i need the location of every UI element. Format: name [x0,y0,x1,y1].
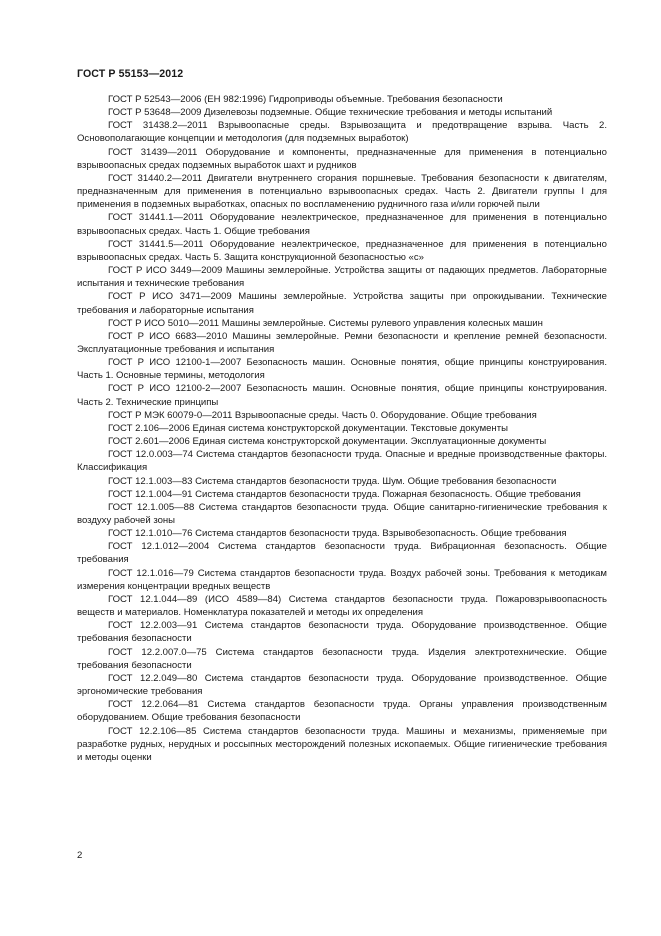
reference-entry: ГОСТ 12.1.044—89 (ИСО 4589—84) Система стандартов безопасности труда. Пожаровзрывоопасность веществ и материалов. Номенклатура показателей и методы их определения [77,593,607,619]
reference-entry: ГОСТ 12.2.064—81 Система стандартов безопасности труда. Органы управления производственным оборудованием. Общие требования безопасности [77,699,607,724]
standard-number-header: ГОСТ Р 55153—2012 [77,68,184,80]
page-number: 2 [77,850,83,861]
reference-entry: ГОСТ 12.0.003—74 Система стандартов безопасности труда. Опасные и вредные производственные факторы. Классификация [77,449,607,474]
reference-entry: ГОСТ 12.1.005—88 Система стандартов безопасности труда. Общие санитарно-гигиенические требования к воздуху рабочей зоны [77,501,607,526]
reference-entry: ГОСТ Р ИСО 3449—2009 Машины землеройные. Устройства защиты от падающих предметов. Лабораторные испытания и технические требования [77,265,607,290]
reference-entry: ГОСТ 12.2.007.0—75 Система стандартов безопасности труда. Изделия электротехнические. Общие требования безопасности [77,646,607,671]
reference-entry: ГОСТ 31441.5—2011 Оборудование неэлектрическое, предназначенное для применения в потенциально взрывоопасных средах. Часть 5. Защита конструкционной безопасностью «с» [77,238,607,263]
reference-entry: ГОСТ 2.601—2006 Единая система конструкторской документации. Эксплуатационные документы [108,436,547,448]
reference-entry: ГОСТ Р ИСО 6683—2010 Машины землеройные. Ремни безопасности и крепление ремней безопасности. Эксплуатационные требования и испытания [77,330,607,355]
reference-entry: ГОСТ 12.1.012—2004 Система стандартов безопасности труда. Вибрационная безопасность. Общие требования [77,541,607,566]
reference-entry: ГОСТ 31439—2011 Оборудование и компоненты, предназначенные для применения в потенциально взрывоопасных средах подземных выработок шахт и рудников [77,146,607,171]
reference-entry: ГОСТ Р МЭК 60079-0—2011 Взрывоопасные среды. Часть 0. Оборудование. Общие требования [108,409,537,421]
reference-entry: ГОСТ Р ИСО 5010—2011 Машины землеройные. Системы рулевого управления колесных машин [108,317,543,329]
reference-entry: ГОСТ 12.1.016—79 Система стандартов безопасности труда. Воздух рабочей зоны. Требования к методикам измерения концентрации вредных веществ [77,567,607,592]
reference-entry: ГОСТ Р ИСО 12100-2—2007 Безопасность машин. Основные понятия, общие принципы конструирования. Часть 2. Технические принципы [77,383,607,408]
reference-entry: ГОСТ 12.1.003—83 Система стандартов безопасности труда. Шум. Общие требования безопасности [108,475,557,487]
reference-entry: ГОСТ Р 52543—2006 (ЕН 982:1996) Гидроприводы объемные. Требования безопасности [108,94,503,105]
reference-entry: ГОСТ 12.1.010—76 Система стандартов безопасности труда. Взрывобезопасность. Общие требования [108,528,567,540]
reference-entry: ГОСТ Р 53648—2009 Дизелевозы подземные. Общие технические требования и методы испытаний [108,107,553,119]
reference-entry: ГОСТ 12.2.106—85 Система стандартов безопасности труда. Машины и механизмы, применяемые при разработке рудных, нерудных и россыпных месторождений полезных ископаемых. Общие гигиенические требования и методы оценки [77,725,607,763]
reference-entry: ГОСТ 31438.2—2011 Взрывоопасные среды. Взрывозащита и предотвращение взрыва. Часть 2. Основополагающие концепции и методология (для подземных выработок) [77,120,607,145]
reference-entry: ГОСТ Р ИСО 3471—2009 Машины землеройные. Устройства защиты при опрокидывании. Технические требования и лабораторные испытания [77,291,607,316]
reference-entry: ГОСТ 12.2.003—91 Система стандартов безопасности труда. Оборудование производственное. Общие требования безопасности [77,620,607,645]
reference-entry: ГОСТ 31440.2—2011 Двигатели внутреннего сгорания поршневые. Требования безопасности к двигателям, предназначенным для применения в потенциально взрывоопасных средах. Часть 2. Двигатели группы I для применения в подземных выработках, опасных по воспламенению рудничного газа и/или горючей пыли [77,172,607,211]
normative-references-list [77,93,607,764]
reference-entry: ГОСТ 12.1.004—91 Система стандартов безопасности труда. Пожарная безопасность. Общие требования [108,488,581,500]
reference-entry: ГОСТ 31441.1—2011 Оборудование неэлектрическое, предназначенное для применения в потенциально взрывоопасных средах. Часть 1. Общие требования [77,212,607,237]
reference-entry: ГОСТ Р ИСО 12100-1—2007 Безопасность машин. Основные понятия, общие принципы конструирования. Часть 1. Основные термины, методология [77,357,607,382]
reference-entry: ГОСТ 12.2.049—80 Система стандартов безопасности труда. Оборудование производственное. Общие эргономические требования [77,672,607,698]
reference-entry: ГОСТ 2.106—2006 Единая система конструкторской документации. Текстовые документы [108,422,508,434]
